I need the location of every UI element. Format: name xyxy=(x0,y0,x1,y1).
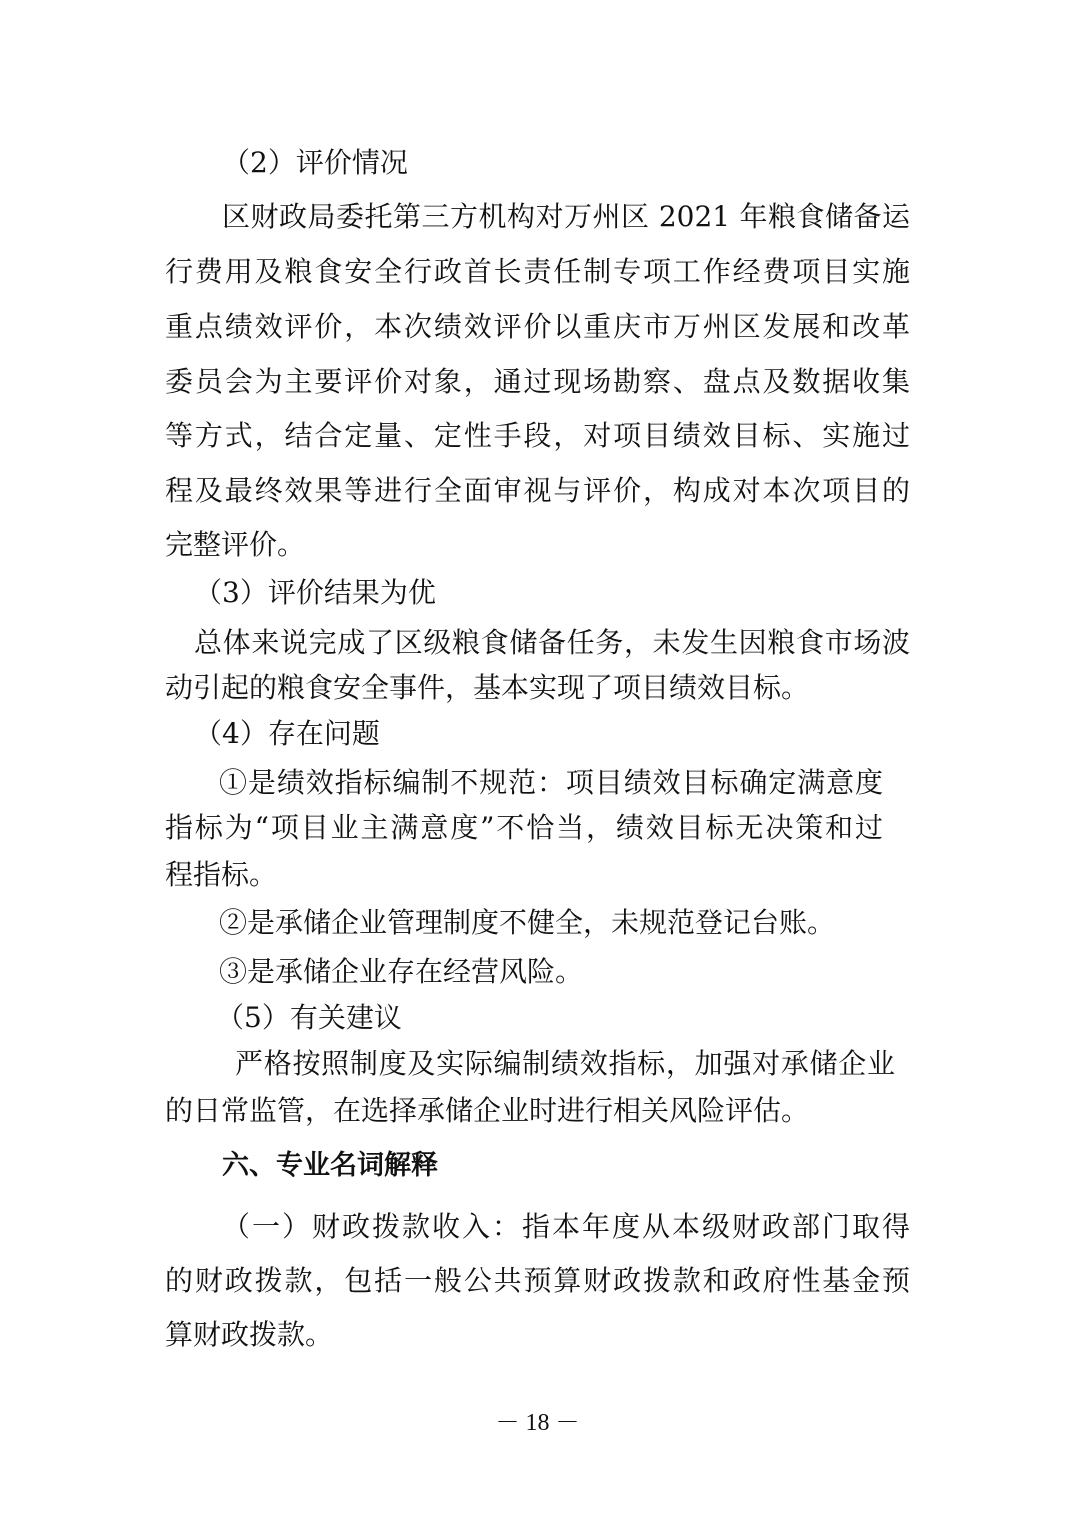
subheading-evaluation-result: （3）评价结果为优 xyxy=(194,576,436,609)
section-heading-terms: 六、专业名词解释 xyxy=(222,1150,438,1181)
paragraph-line: （一）财政拨款收入：指本年度从本级财政部门取得 xyxy=(222,1210,910,1243)
subheading-evaluation-status: （2）评价情况 xyxy=(222,146,408,179)
paragraph-line: 算财政拨款。 xyxy=(165,1318,334,1351)
paragraph-line: 完整评价。 xyxy=(165,528,306,561)
paragraph-line: 委员会为主要评价对象，通过现场勘察、盘点及数据收集 xyxy=(165,365,910,398)
paragraph-line: ③是承储企业存在经营风险。 xyxy=(219,955,584,988)
paragraph-line: 等方式，结合定量、定性手段，对项目绩效目标、实施过 xyxy=(165,419,910,452)
paragraph-line: 程及最终效果等进行全面审视与评价，构成对本次项目的 xyxy=(165,474,910,507)
paragraph-line: 的财政拨款，包括一般公共预算财政拨款和政府性基金预 xyxy=(165,1264,910,1297)
paragraph-line: ①是绩效指标编制不规范：项目绩效目标确定满意度 xyxy=(219,766,883,799)
paragraph-line: 总体来说完成了区级粮食储备任务，未发生因粮食市场波 xyxy=(194,626,910,659)
paragraph-line: ②是承储企业管理制度不健全，未规范登记台账。 xyxy=(219,906,836,939)
paragraph-line: 严格按照制度及实际编制绩效指标，加强对承储企业 xyxy=(235,1047,895,1080)
paragraph-line: 行费用及粮食安全行政首长责任制专项工作经费项目实施 xyxy=(165,255,910,288)
page-number: － 18 － xyxy=(495,1410,580,1436)
paragraph-line: 指标为“项目业主满意度”不恰当，绩效目标无决策和过 xyxy=(165,811,883,844)
paragraph-line: 程指标。 xyxy=(165,858,278,891)
subheading-suggestions: （5）有关建议 xyxy=(216,1001,402,1034)
paragraph-line: 的日常监管，在选择承储企业时进行相关风险评估。 xyxy=(165,1094,810,1127)
paragraph-line: 区财政局委托第三方机构对万州区 2021 年粮食储备运 xyxy=(222,200,910,233)
subheading-existing-problems: （4）存在问题 xyxy=(194,717,380,750)
paragraph-line: 重点绩效评价，本次绩效评价以重庆市万州区发展和改革 xyxy=(165,310,910,343)
paragraph-line: 动引起的粮食安全事件，基本实现了项目绩效目标。 xyxy=(165,671,810,704)
